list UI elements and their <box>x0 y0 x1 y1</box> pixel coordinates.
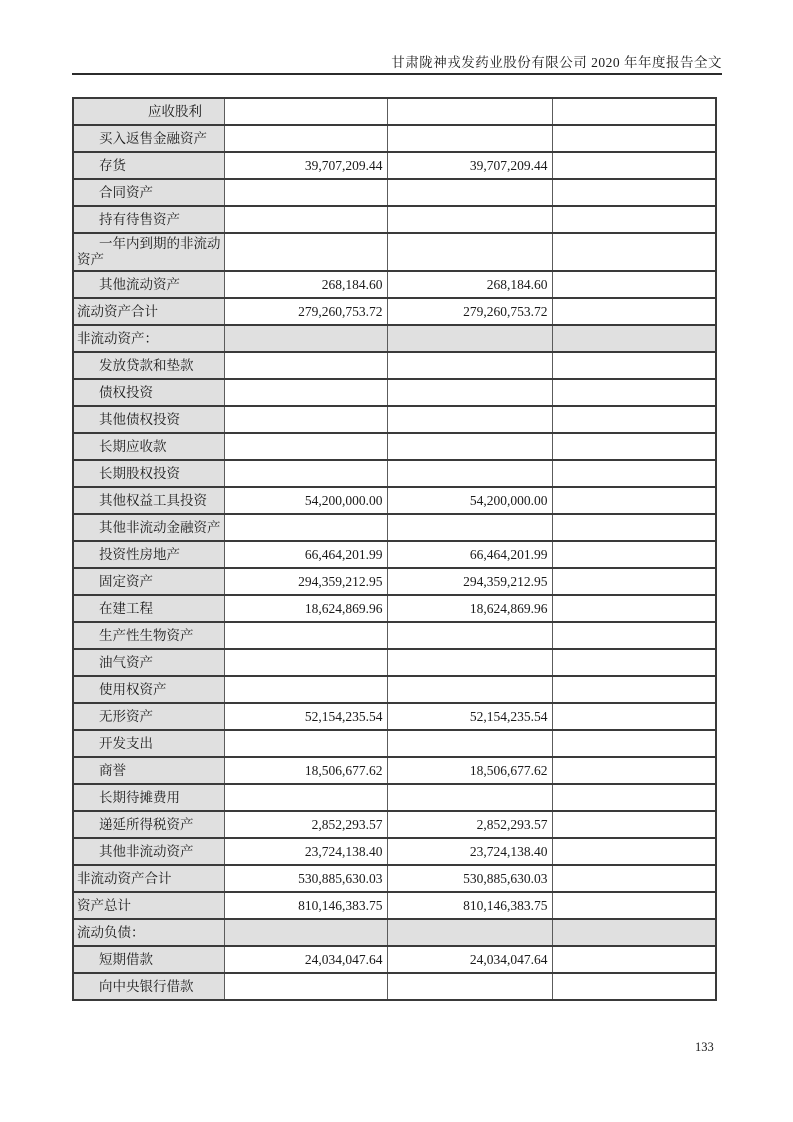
value-col-2 <box>387 784 552 811</box>
value-col-1 <box>224 649 387 676</box>
table-row <box>73 649 716 676</box>
value-col-1 <box>224 98 387 125</box>
value-col-1: 52,154,235.54 <box>224 703 387 730</box>
value-col-2 <box>387 406 552 433</box>
value-col-2 <box>387 730 552 757</box>
value-col-2: 2,852,293.57 <box>387 811 552 838</box>
value-col-2 <box>387 206 552 233</box>
row-label: 递延所得税资产 <box>73 811 224 838</box>
table-row <box>73 233 716 271</box>
value-col-2: 294,359,212.95 <box>387 568 552 595</box>
row-label: 非流动资产合计 <box>73 865 224 892</box>
value-col-1 <box>224 784 387 811</box>
value-col-3 <box>552 325 716 352</box>
section-row <box>73 919 716 946</box>
row-label: 流动资产合计 <box>73 298 224 325</box>
value-col-3 <box>552 460 716 487</box>
value-col-2: 23,724,138.40 <box>387 838 552 865</box>
value-col-2 <box>387 973 552 1000</box>
value-col-3 <box>552 179 716 206</box>
value-col-1 <box>224 514 387 541</box>
table-row <box>73 838 716 865</box>
value-col-3 <box>552 703 716 730</box>
table-row <box>73 730 716 757</box>
table-row <box>73 206 716 233</box>
row-label: 投资性房地产 <box>73 541 224 568</box>
balance-sheet-table <box>72 97 717 1001</box>
table-row <box>73 784 716 811</box>
value-col-2 <box>387 649 552 676</box>
value-col-3 <box>552 514 716 541</box>
value-col-3 <box>552 622 716 649</box>
row-label: 买入返售金融资产 <box>73 125 224 152</box>
row-label: 其他非流动金融资产 <box>73 514 224 541</box>
value-col-2 <box>387 919 552 946</box>
value-col-3 <box>552 98 716 125</box>
value-col-2: 810,146,383.75 <box>387 892 552 919</box>
section-row <box>73 325 716 352</box>
row-label: 资产总计 <box>73 892 224 919</box>
value-col-2 <box>387 379 552 406</box>
table-row <box>73 703 716 730</box>
row-label: 其他债权投资 <box>73 406 224 433</box>
value-col-1 <box>224 179 387 206</box>
row-label: 债权投资 <box>73 379 224 406</box>
value-col-2: 18,624,869.96 <box>387 595 552 622</box>
row-label: 商誉 <box>73 757 224 784</box>
value-col-2 <box>387 179 552 206</box>
table-row <box>73 757 716 784</box>
value-col-3 <box>552 892 716 919</box>
value-col-2 <box>387 514 552 541</box>
table-row <box>73 541 716 568</box>
value-col-1: 66,464,201.99 <box>224 541 387 568</box>
row-label: 合同资产 <box>73 179 224 206</box>
value-col-2: 18,506,677.62 <box>387 757 552 784</box>
value-col-3 <box>552 541 716 568</box>
value-col-3 <box>552 919 716 946</box>
row-label: 其他流动资产 <box>73 271 224 298</box>
value-col-3 <box>552 676 716 703</box>
value-col-2 <box>387 676 552 703</box>
value-col-1 <box>224 919 387 946</box>
row-label: 应收股利 <box>73 98 224 125</box>
table-row <box>73 460 716 487</box>
row-label: 在建工程 <box>73 595 224 622</box>
table-row <box>73 298 716 325</box>
row-label: 短期借款 <box>73 946 224 973</box>
value-col-2 <box>387 352 552 379</box>
value-col-3 <box>552 406 716 433</box>
value-col-2: 54,200,000.00 <box>387 487 552 514</box>
value-col-2: 24,034,047.64 <box>387 946 552 973</box>
value-col-1 <box>224 379 387 406</box>
value-col-3 <box>552 233 716 271</box>
row-label: 长期待摊费用 <box>73 784 224 811</box>
value-col-1: 18,506,677.62 <box>224 757 387 784</box>
table-row <box>73 892 716 919</box>
value-col-2: 66,464,201.99 <box>387 541 552 568</box>
value-col-3 <box>552 595 716 622</box>
value-col-1 <box>224 352 387 379</box>
value-col-1 <box>224 125 387 152</box>
value-col-2 <box>387 98 552 125</box>
page-number: 133 <box>695 1040 714 1054</box>
row-label: 存货 <box>73 152 224 179</box>
value-col-1 <box>224 233 387 271</box>
value-col-3 <box>552 973 716 1000</box>
value-col-2 <box>387 460 552 487</box>
value-col-1: 23,724,138.40 <box>224 838 387 865</box>
row-label: 其他权益工具投资 <box>73 487 224 514</box>
row-label: 流动负债： <box>73 919 224 946</box>
row-label: 无形资产 <box>73 703 224 730</box>
value-col-2 <box>387 622 552 649</box>
row-label: 油气资产 <box>73 649 224 676</box>
row-label: 发放贷款和垫款 <box>73 352 224 379</box>
value-col-1: 268,184.60 <box>224 271 387 298</box>
row-label: 一年内到期的非流动资产 <box>73 233 224 271</box>
value-col-3 <box>552 946 716 973</box>
header-divider <box>72 73 722 75</box>
value-col-2: 530,885,630.03 <box>387 865 552 892</box>
value-col-3 <box>552 649 716 676</box>
table-row <box>73 676 716 703</box>
value-col-1 <box>224 206 387 233</box>
value-col-2: 52,154,235.54 <box>387 703 552 730</box>
value-col-3 <box>552 811 716 838</box>
value-col-3 <box>552 379 716 406</box>
value-col-1 <box>224 433 387 460</box>
row-label: 开发支出 <box>73 730 224 757</box>
table-body <box>73 98 716 1000</box>
table-row <box>73 946 716 973</box>
row-label: 向中央银行借款 <box>73 973 224 1000</box>
value-col-3 <box>552 433 716 460</box>
value-col-3 <box>552 152 716 179</box>
value-col-1: 18,624,869.96 <box>224 595 387 622</box>
value-col-1 <box>224 676 387 703</box>
table-row <box>73 125 716 152</box>
table-row <box>73 406 716 433</box>
value-col-3 <box>552 298 716 325</box>
value-col-1: 810,146,383.75 <box>224 892 387 919</box>
row-label: 非流动资产： <box>73 325 224 352</box>
table-row <box>73 487 716 514</box>
value-col-1: 279,260,753.72 <box>224 298 387 325</box>
value-col-3 <box>552 865 716 892</box>
value-col-2 <box>387 125 552 152</box>
value-col-3 <box>552 757 716 784</box>
value-col-3 <box>552 271 716 298</box>
table-row <box>73 271 716 298</box>
table-row <box>73 379 716 406</box>
value-col-1 <box>224 730 387 757</box>
table-row <box>73 973 716 1000</box>
table-row <box>73 568 716 595</box>
value-col-1: 54,200,000.00 <box>224 487 387 514</box>
row-label: 持有待售资产 <box>73 206 224 233</box>
table-row <box>73 514 716 541</box>
value-col-1: 530,885,630.03 <box>224 865 387 892</box>
value-col-2: 268,184.60 <box>387 271 552 298</box>
row-label: 其他非流动资产 <box>73 838 224 865</box>
row-label: 长期应收款 <box>73 433 224 460</box>
value-col-1 <box>224 622 387 649</box>
value-col-2: 39,707,209.44 <box>387 152 552 179</box>
value-col-2 <box>387 325 552 352</box>
value-col-1: 39,707,209.44 <box>224 152 387 179</box>
table-row <box>73 622 716 649</box>
value-col-3 <box>552 730 716 757</box>
value-col-2 <box>387 233 552 271</box>
table-row <box>73 352 716 379</box>
table-row <box>73 811 716 838</box>
value-col-3 <box>552 206 716 233</box>
value-col-3 <box>552 838 716 865</box>
value-col-1: 2,852,293.57 <box>224 811 387 838</box>
row-label: 生产性生物资产 <box>73 622 224 649</box>
value-col-3 <box>552 487 716 514</box>
table-row <box>73 433 716 460</box>
table-row <box>73 152 716 179</box>
table-row <box>73 98 716 125</box>
row-label: 固定资产 <box>73 568 224 595</box>
value-col-3 <box>552 568 716 595</box>
table-row <box>73 595 716 622</box>
table-row <box>73 179 716 206</box>
row-label: 长期股权投资 <box>73 460 224 487</box>
value-col-3 <box>552 784 716 811</box>
value-col-1: 24,034,047.64 <box>224 946 387 973</box>
row-label: 使用权资产 <box>73 676 224 703</box>
value-col-2 <box>387 433 552 460</box>
value-col-1 <box>224 460 387 487</box>
table-row <box>73 865 716 892</box>
value-col-1 <box>224 406 387 433</box>
value-col-3 <box>552 125 716 152</box>
value-col-2: 279,260,753.72 <box>387 298 552 325</box>
report-header-title: 甘肃陇神戎发药业股份有限公司 2020 年年度报告全文 <box>391 55 722 70</box>
value-col-1: 294,359,212.95 <box>224 568 387 595</box>
value-col-1 <box>224 973 387 1000</box>
value-col-3 <box>552 352 716 379</box>
value-col-1 <box>224 325 387 352</box>
